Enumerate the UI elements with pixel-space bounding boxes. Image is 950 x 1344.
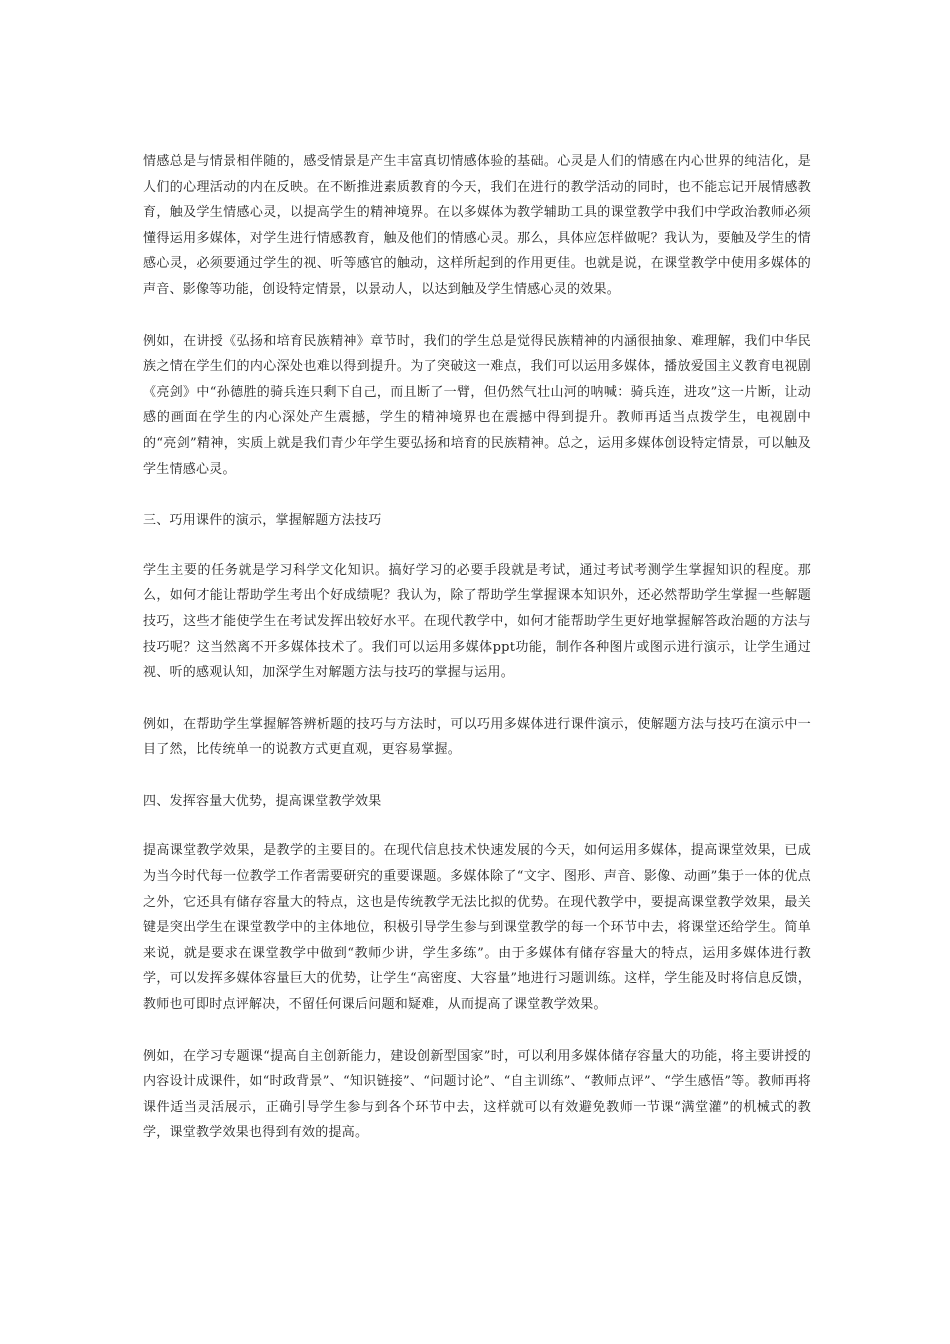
paragraph-classroom-efficiency: 提高课堂教学效果，是教学的主要目的。在现代信息技术快速发展的今天，如何运用多媒体，提高课堂效果，已成为当今时代每一位教学工作者需要研究的重要课题。多媒体除了“文字、图形、声音、影像、动画”集于一体的优点之外，它还具有储存容量大的特点，这也是传统教学无法比拟的优势。在现代教学中，要提高课堂教学效果，最关键是突出学生在课堂教学中的主体地位，积极引导学生参与到课堂教学的每一个环节中去，将课堂还给学生。简单来说，就是要求在课堂教学中做到“教师少讲，学生多练”。由于多媒体有储存容量大的特点，运用多媒体进行教学，可以发挥多媒体容量巨大的优势，让学生“高密度、大容量”地进行习题训练。这样，学生能及时将信息反馈，教师也可即时点评解决，不留任何课后问题和疑难，从而提高了课堂教学效果。 (143, 843, 811, 1013)
paragraph-example-analysis-questions: 例如，在帮助学生掌握解答辨析题的技巧与方法时，可以巧用多媒体进行课件演示，使解题方法与技巧在演示中一目了然，比传统单一的说教方式更直观，更容易掌握。 (143, 716, 811, 758)
paragraph-emotional-education: 情感总是与情景相伴随的，感受情景是产生丰富真切情感体验的基础。心灵是人们的情感在内心世界的纯洁化，是人们的心理活动的内在反映。在不断推进素质教育的今天，我们在进行的教学活动的同时，也不能忘记开展情感教育，触及学生情感心灵，以提高学生的精神境界。在以多媒体为教学辅助工具的课堂教学中我们中学政治教师必须懂得运用多媒体，对学生进行情感教育，触及他们的情感心灵。那么，具体应怎样做呢？我认为，要触及学生的情感心灵，必须要通过学生的视、听等感官的触动，这样所起到的作用更佳。也就是说，在课堂教学中使用多媒体的声音、影像等功能，创设特定情景，以景动人，以达到触及学生情感心灵的效果。 (143, 154, 811, 297)
document-body (143, 149, 811, 1172)
paragraph-problem-solving-skills: 学生主要的任务就是学习科学文化知识。搞好学习的必要手段就是考试，通过考试考测学生掌握知识的程度。那么，如何才能让帮助学生考出个好成绩呢？我认为，除了帮助学生掌握课本知识外，还必然帮助学生掌握一些解题技巧，这些才能使学生在考试发挥出较好水平。在现代教学中，如何才能帮助学生更好地掌握解答政治题的方法与技巧呢？这当然离不开多媒体技术了。我们可以运用多媒体ppt功能，制作各种图片或图示进行演示，让学生通过视、听的感观认知，加深学生对解题方法与技巧的掌握与运用。 (143, 562, 811, 681)
paragraph-example-innovation: 例如，在学习专题课“提高自主创新能力，建设创新型国家”时，可以利用多媒体储存容量大的功能，将主要讲授的内容设计成课件，如“时政背景”、“知识链接”、“问题讨论”、“自主训练”、“教师点评”、“学生感悟”等。教师再将课件适当灵活展示，正确引导学生参与到各个环节中去，这样就可以有效避免教师一节课“满堂灌”的机械式的教学，课堂教学效果也得到有效的提高。 (143, 1048, 811, 1141)
paragraph-example-liangjian: 例如，在讲授《弘扬和培育民族精神》章节时，我们的学生总是觉得民族精神的内涵很抽象、难理解，我们中华民族之情在学生们的内心深处也难以得到提升。为了突破这一难点，我们可以运用多媒体，播放爱国主义教育电视剧《亮剑》中“孙德胜的骑兵连只剩下自己，而且断了一臂，但仍然气壮山河的呐喊：骑兵连，进攻”这一片断，让动感的画面在学生的内心深处产生震撼，学生的精神境界也在震撼中得到提升。教师再适当点拨学生，电视剧中的“亮剑”精神，实质上就是我们青少年学生要弘扬和培育的民族精神。总之，运用多媒体创设特定情景，可以触及学生情感心灵。 (143, 333, 811, 477)
section-heading-3: 三、巧用课件的演示，掌握解题方法技巧 (143, 513, 382, 529)
section-heading-4: 四、发挥容量大优势，提高课堂教学效果 (143, 793, 382, 809)
